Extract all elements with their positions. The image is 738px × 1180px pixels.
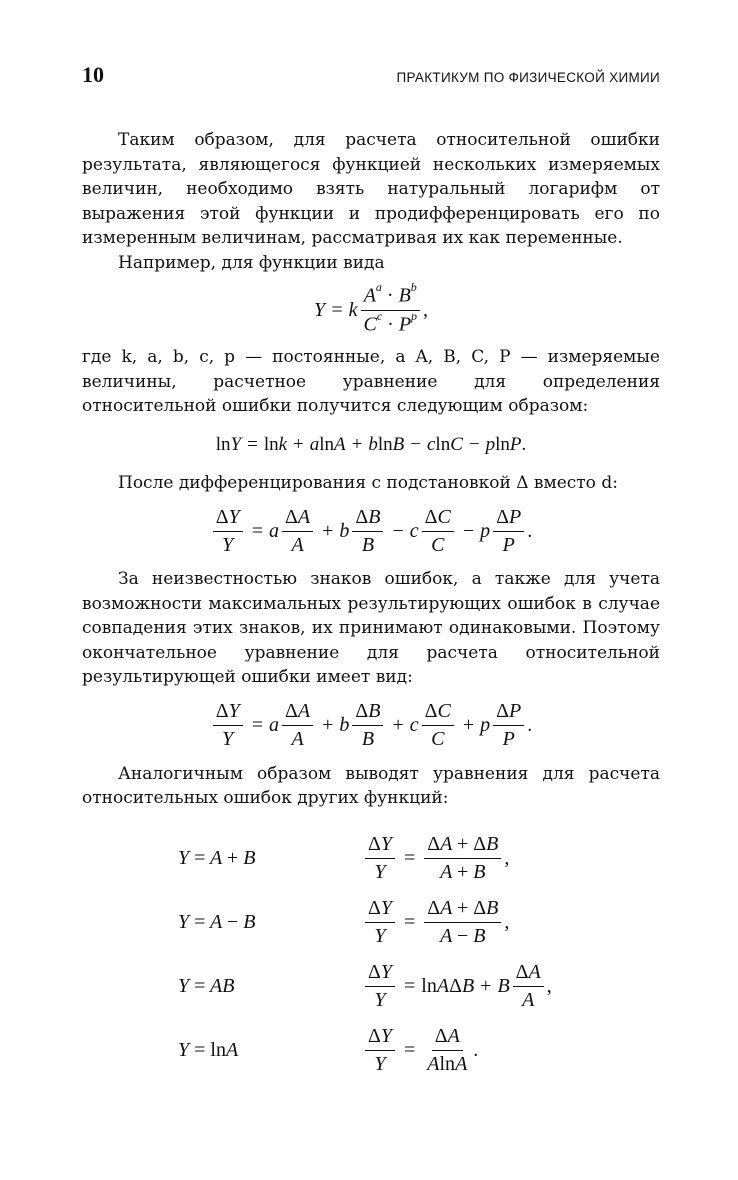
- running-title: ПРАКТИКУМ ПО ФИЗИЧЕСКОЙ ХИМИИ: [396, 70, 660, 85]
- formula-log: ln Y = ln k + a ln A + b ln B − c ln C − p ln P .: [215, 433, 527, 455]
- formula-differential: $\frac{\Delta Y}{Y}$ = a $\frac{\Delta A}{A}$ + b $\frac{\Delta B}{B}$ − c $\frac{\Delta C}{C}$ − p $\frac{\Delta P}{P}$ .: [82, 499, 660, 563]
- formula-row-difference: Y = A − B $\frac{\Delta Y}{Y}$ = $\frac{\Delta A + \Delta B}{A - B}$ ,: [178, 897, 510, 947]
- paragraph-where: где k, a, b, c, p — постоянные, а A, B, C, P — измеряемые величины, расчетное уравнение для определения относительной ошибки получится следующим образом:: [82, 347, 660, 416]
- paragraph-example: Например, для функции вида: [118, 252, 385, 273]
- formula-fraction: [360, 279, 420, 336]
- page-header: [82, 62, 660, 106]
- formula-function-y: [82, 279, 660, 341]
- formula-row-log: Y = lnA $\frac{\Delta Y}{Y}$ = $\frac{\Delta A}{AlnA}$ .: [178, 1025, 479, 1075]
- formula-y-equals-k: Y = k: [313, 298, 358, 321]
- formula-row-sum: Y = A + B $\frac{\Delta Y}{Y}$ = $\frac{\Delta A + \Delta B}{A + B}$ ,: [178, 833, 510, 883]
- formula-denominator: $C^c \cdot P^p$: [363, 308, 418, 336]
- book-page: [82, 62, 660, 1083]
- paragraph-unknown-signs: За неизвестностью знаков ошибок, а также для учета возможности максимальных результирующих ошибок в случае совпадения этих знаков, их принимают одинаковыми. Поэтому окончательное уравнение для расчета относительной результирующей ошибки имеет вид:: [82, 569, 660, 687]
- paragraph-differentiation: После дифференцирования с подстановкой Δ вместо d:: [118, 472, 618, 493]
- formula-comma: ,: [423, 298, 429, 321]
- formula-row-product: Y = AB $\frac{\Delta Y}{Y}$ = ln A Δ B + B $\frac{\Delta A}{A}$ ,: [178, 961, 552, 1011]
- paragraph-intro: Таким образом, для расчета относительной ошибки результата, являющегося функцией нескольких измеряемых величин, необходимо взять натуральный логарифм от выражения этой функции и продифференцировать его по измеренным величинам, рассматривая их как переменные.: [82, 130, 660, 248]
- formula-numerator: $A^a \cdot B^b$: [361, 284, 420, 311]
- formula-table: [178, 827, 660, 1083]
- formula-final: $\frac{\Delta Y}{Y}$ = a $\frac{\Delta A}{A}$ + b $\frac{\Delta B}{B}$ + c $\frac{\Delta C}{C}$ + p $\frac{\Delta P}{P}$ .: [82, 694, 660, 758]
- paragraph-analogous: Аналогичным образом выводят уравнения для расчета относительных ошибок других функций:: [82, 763, 660, 808]
- page-number: 10: [82, 62, 104, 87]
